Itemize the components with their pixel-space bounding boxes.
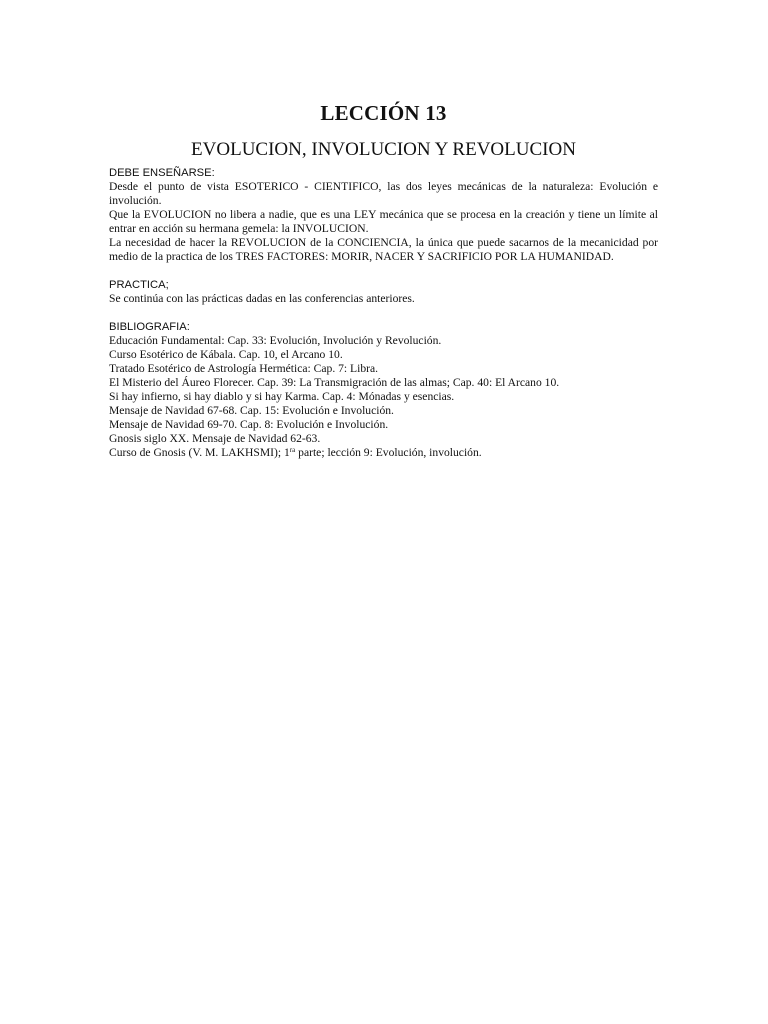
bibliography-item: Gnosis siglo XX. Mensaje de Navidad 62-63. bbox=[109, 432, 321, 445]
ordinal-superscript: ra bbox=[289, 446, 296, 454]
bibliography-section bbox=[109, 320, 658, 460]
bibliography-item: Educación Fundamental: Cap. 33: Evolución, Involución y Revolución. bbox=[109, 334, 442, 347]
bibliography-item-last-after: parte; lección 9: Evolución, involución. bbox=[295, 446, 482, 459]
lesson-title: LECCIÓN 13 bbox=[320, 101, 447, 125]
bibliography-item: Mensaje de Navidad 67-68. Cap. 15: Evolución e Involución. bbox=[109, 404, 394, 417]
bibliography-item: Curso Esotérico de Kábala. Cap. 10, el Arcano 10. bbox=[109, 348, 343, 361]
teach-paragraph-2: Que la EVOLUCION no libera a nadie, que es una LEY mecánica que se procesa en la creación y tiene un límite al entrar en acción su hermana gemela: la INVOLUCION. bbox=[109, 208, 658, 235]
teach-paragraph-3: La necesidad de hacer la REVOLUCION de la CONCIENCIA, la única que puede sacarnos de la mecanicidad por medio de la practica de los TRES FACTORES: MORIR, NACER Y SACRIFICIO POR LA HUMANIDAD. bbox=[109, 236, 658, 263]
lesson-subtitle: EVOLUCION, INVOLUCION Y REVOLUCION bbox=[191, 139, 576, 160]
teach-heading: DEBE ENSEÑARSE: bbox=[109, 167, 215, 179]
practice-section bbox=[109, 278, 658, 306]
bibliography-list bbox=[109, 334, 658, 460]
practice-text: Se continúa con las prácticas dadas en las conferencias anteriores. bbox=[109, 292, 415, 305]
spacer bbox=[109, 306, 658, 320]
practice-heading: PRACTICA; bbox=[109, 279, 169, 291]
spacer bbox=[109, 264, 658, 278]
bibliography-item: Si hay infierno, si hay diablo y si hay Karma. Cap. 4: Mónadas y esencias. bbox=[109, 390, 455, 403]
bibliography-heading: BIBLIOGRAFIA: bbox=[109, 321, 190, 333]
bibliography-item: Mensaje de Navidad 69-70. Cap. 8: Evolución e Involución. bbox=[109, 418, 389, 431]
bibliography-item-last-before: Curso de Gnosis (V. M. LAKHSMI); 1 bbox=[109, 446, 290, 459]
document-page bbox=[109, 100, 658, 460]
teach-section bbox=[109, 166, 658, 264]
teach-paragraph-1: Desde el punto de vista ESOTERICO - CIENTIFICO, las dos leyes mecánicas de la naturaleza: Evolución e involución. bbox=[109, 180, 658, 207]
bibliography-item: El Misterio del Áureo Florecer. Cap. 39: La Transmigración de las almas; Cap. 40: El Arcano 10. bbox=[109, 376, 560, 389]
bibliography-item-last bbox=[109, 446, 658, 460]
bibliography-item: Tratado Esotérico de Astrología Hermética: Cap. 7: Libra. bbox=[109, 362, 379, 375]
